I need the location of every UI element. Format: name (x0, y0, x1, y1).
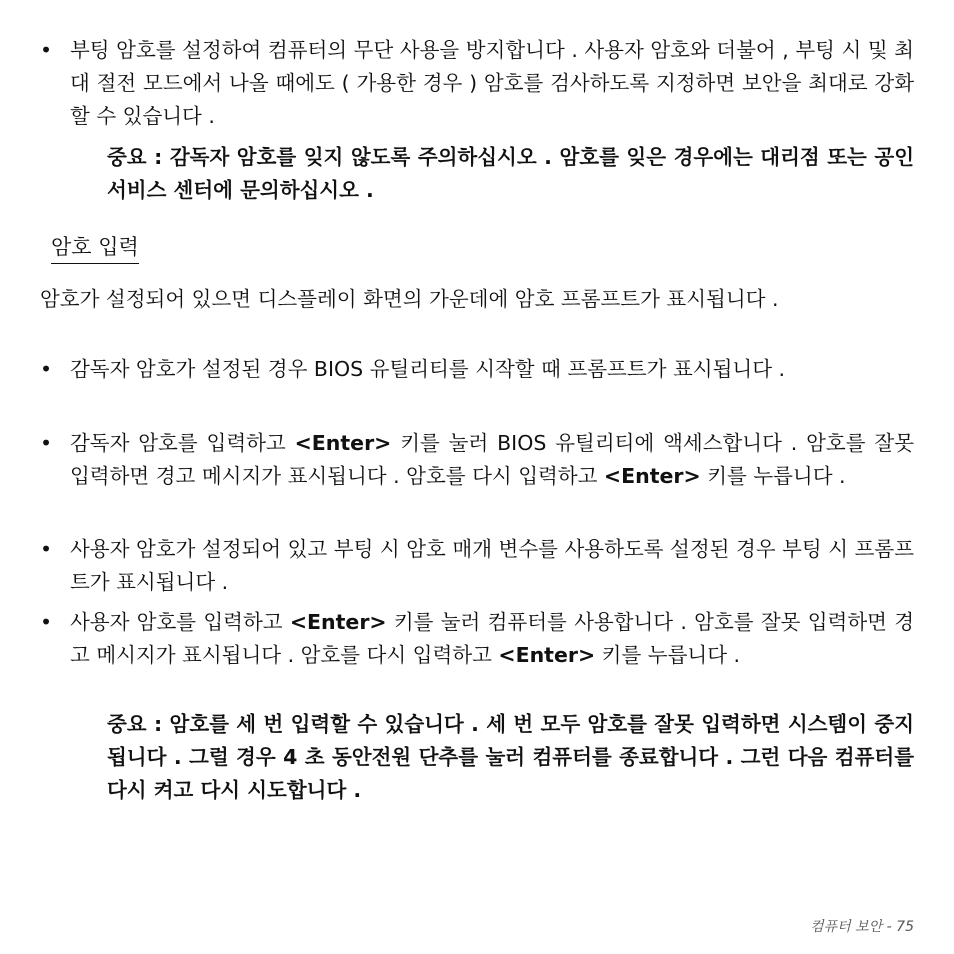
page-number: 75 (896, 919, 914, 935)
bullet-mark: • (40, 537, 53, 561)
page-footer (810, 917, 914, 937)
text-part: 키를 누릅니다 . (595, 643, 741, 667)
bullet-mark: • (40, 38, 53, 62)
section-heading: 암호 입력 (51, 231, 139, 264)
bullet-mark: • (40, 431, 53, 455)
bullet-text: 사용자 암호가 설정되어 있고 부팅 시 암호 매개 변수를 사용하도록 설정된 경우 부팅 시 프롬프트가 표시됩니다 . (70, 537, 914, 594)
bullet-mark: • (40, 610, 53, 634)
bullet-text (70, 606, 914, 672)
important-note-supervisor: 중요 : 감독자 암호를 잊지 않도록 주의하십시오 . 암호를 잊은 경우에는 대리점 또는 공인 서비스 센터에 문의하십시오 . (107, 145, 914, 202)
text-part: 감독자 암호를 입력하고 (70, 431, 295, 455)
enter-key-label: <Enter> (603, 464, 701, 488)
text-part: 키를 눌러 BIOS 유틸리티에 액세스합니다 . 암호를 잘못 입력하면 경고 메시지가 표시됩니다 . 암호를 다시 입력하고 (70, 431, 914, 488)
bullet-text: 감독자 암호가 설정된 경우 BIOS 유틸리티를 시작할 때 프롬프트가 표시됩니다 . (70, 357, 786, 381)
intro-paragraph: 암호가 설정되어 있으면 디스플레이 화면의 가운데에 암호 프롬프트가 표시됩니다 . (40, 287, 779, 311)
enter-key-label: <Enter> (294, 431, 392, 455)
text-part: 사용자 암호를 입력하고 (70, 610, 290, 634)
enter-key-label: <Enter> (289, 610, 387, 634)
bullet-text (70, 427, 914, 493)
bullet-boot-password (40, 34, 914, 133)
text-part: 키를 누릅니다 . (700, 464, 846, 488)
footer-separator: - (886, 919, 892, 935)
important-note-three-attempts: 중요 : 암호를 세 번 입력할 수 있습니다 . 세 번 모두 암호를 잘못 입력하면 시스템이 중지됩니다 . 그럴 경우 4 초 동안전원 단추를 눌러 컴퓨터를 종료합니다 . 그런 다음 컴퓨터를 다시 켜고 다시 시도합니다 . (107, 712, 914, 802)
enter-key-label: <Enter> (498, 643, 596, 667)
bullet-mark: • (40, 357, 53, 381)
bullet-supervisor-enter (40, 427, 914, 493)
bullet-user-enter (40, 606, 914, 672)
bullet-user-password (40, 533, 914, 599)
bullet-supervisor-prompt (40, 353, 914, 386)
footer-section-title: 컴퓨터 보안 (810, 919, 883, 935)
bullet-text: 부팅 암호를 설정하여 컴퓨터의 무단 사용을 방지합니다 . 사용자 암호와 더불어 , 부팅 시 및 최대 절전 모드에서 나올 때에도 ( 가용한 경우 ) 암호를 검사하도록 지정하면 보안을 최대로 강화할 수 있습니다 . (70, 38, 914, 128)
text-part: 키를 눌러 컴퓨터를 사용합니다 . 암호를 잘못 입력하면 경고 메시지가 표시됩니다 . 암호를 다시 입력하고 (70, 610, 914, 667)
